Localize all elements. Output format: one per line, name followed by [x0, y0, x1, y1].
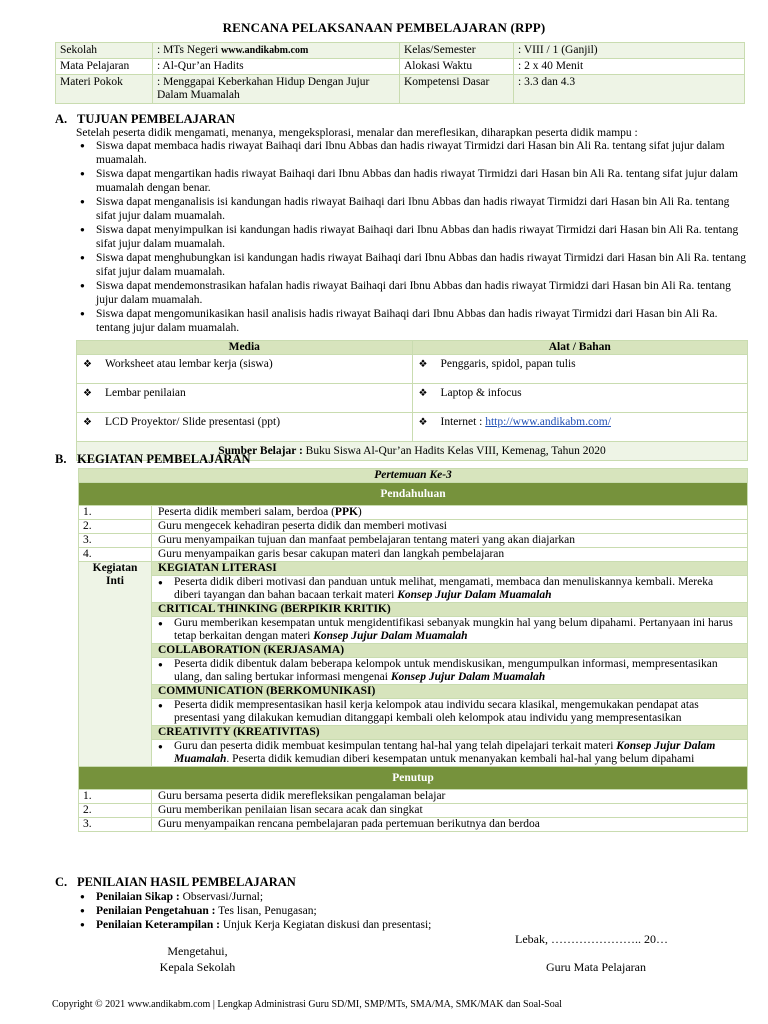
diamond-bullet-icon: ❖ — [83, 359, 92, 370]
list-item: ● Siswa dapat menganalisis isi kandungan hadis riwayat Baihaqi dari Ibnu Abbas dan hadis riwayat Tirmidzi dari Hasan bin Ali Ra. tentang sifat jujur dalam muamalah. — [76, 195, 748, 223]
step-number: 1. — [79, 790, 152, 804]
table-row — [79, 548, 748, 562]
activity-topic: Konsep Jujur Dalam Muamalah — [313, 630, 468, 642]
tools-item: Internet : — [440, 416, 486, 428]
assessment-label: Penilaian Sikap : — [96, 891, 180, 903]
identity-value: : Menggapai Keberkahan Hidup Dengan Jujur Dalam Muamalah — [153, 75, 400, 104]
identity-label: Alokasi Waktu — [400, 59, 514, 75]
diamond-bullet-icon: ❖ — [418, 417, 428, 428]
media-cell — [77, 384, 413, 413]
internet-link[interactable]: http://www.andikabm.com/ — [485, 416, 611, 428]
tools-item: Laptop & infocus — [440, 387, 522, 399]
activities-table — [78, 468, 748, 832]
pendahuluan-bar: Pendahuluan — [79, 483, 748, 506]
list-item: ● Siswa dapat membaca hadis riwayat Baihaqi dari Ibnu Abbas dan hadis riwayat Tirmidzi dari Hasan bin Ali Ra. tentang sifat jujur dalam muamalah. — [76, 139, 748, 167]
identity-value: : 3.3 dan 4.3 — [514, 75, 745, 104]
identity-label: Kelas/Semester — [400, 43, 514, 59]
activity-heading: COMMUNICATION (BERKOMUNIKASI) — [152, 685, 748, 699]
step-number: 2. — [79, 520, 152, 534]
list-item: ● Siswa dapat mendemonstrasikan hafalan hadis riwayat Baihaqi dari Ibnu Abbas dan hadis riwayat Tirmidzi dari Hasan bin Ali Ra. tentang jujur dalam muamalah. — [76, 279, 748, 307]
assessment-label: Penilaian Pengetahuan : — [96, 905, 216, 917]
table-row — [79, 506, 748, 520]
section-title: PENILAIAN HASIL PEMBELAJARAN — [77, 875, 296, 889]
activity-text — [152, 740, 748, 767]
objectives-list — [76, 139, 748, 335]
list-item: ● Siswa dapat mengartikan hadis riwayat Baihaqi dari Ibnu Abbas dan hadis riwayat Tirmidzi dari Hasan bin Ali Ra. tentang sifat jujur dalam muamalah dengan benar. — [76, 167, 748, 195]
list-item: ● Siswa dapat mengomunikasikan hasil analisis hadis riwayat Baihaqi dari Ibnu Abbas dan hadis riwayat Tirmidzi dari Hasan bin Ali Ra. tentang jujur dalam muamalah. — [76, 307, 748, 335]
step-text: Guru menyampaikan tujuan dan manfaat pembelajaran tentang materi yang akan diajarkan — [152, 534, 748, 548]
activity-text-part: . Peserta didik kemudian diberi kesempatan untuk menanyakan kembali hal-hal yang belum dipahami — [226, 753, 695, 765]
tools-header: Alat / Bahan — [412, 341, 748, 355]
activity-text: ● Peserta didik mempresentasikan hasil kerja kelompok atau individu secara klasikal, mengemukakan pendapat atas presentasi yang dilakukan kemudian ditanggapi kembali oleh kelompok atau individu yang mempresentasikan — [152, 699, 748, 726]
identity-row — [56, 43, 745, 59]
step-text: Guru menyampaikan rencana pembelajaran pada pertemuan berikutnya dan berdoa — [152, 818, 748, 832]
media-item: Lembar penilaian — [105, 387, 186, 399]
school-website: www.andikabm.com — [221, 45, 309, 56]
step-number: 2. — [79, 804, 152, 818]
tools-cell — [412, 384, 748, 413]
step-number: 1. — [79, 506, 152, 520]
step-text-bold: PPK — [334, 506, 358, 518]
table-row — [79, 520, 748, 534]
activity-text-part: Guru memberikan kesempatan untuk mengidentifikasi sebanyak mungkin hal yang belum dipahami. Pertanyaan ini harus tetap berkaitan dengan materi — [174, 617, 733, 642]
identity-label: Materi Pokok — [56, 75, 153, 104]
assessment-list — [76, 890, 748, 932]
step-number: 3. — [79, 534, 152, 548]
media-item: Worksheet atau lembar kerja (siswa) — [105, 358, 273, 370]
tools-cell — [412, 413, 748, 442]
activity-heading: COLLABORATION (KERJASAMA) — [152, 644, 748, 658]
activity-text-part: Guru dan peserta didik membuat kesimpulan tentang hal-hal yang telah dipelajari terkait materi — [174, 740, 617, 752]
section-letter: B. — [55, 452, 67, 466]
table-row — [79, 804, 748, 818]
diamond-bullet-icon: ❖ — [83, 388, 92, 399]
source-label: Sumber Belajar : — [218, 445, 303, 457]
assessment-value: Unjuk Kerja Kegiatan diskusi dan presentasi; — [219, 919, 432, 931]
table-row — [77, 413, 748, 442]
activity-text — [152, 576, 748, 603]
penutup-bar: Penutup — [79, 767, 748, 790]
tools-item: Penggaris, spidol, papan tulis — [440, 358, 576, 370]
diamond-bullet-icon: ❖ — [418, 388, 428, 399]
table-row — [79, 818, 748, 832]
document-title: RENCANA PELAKSANAAN PEMBELAJARAN (RPP) — [222, 20, 546, 35]
list-item — [76, 918, 748, 932]
media-table — [76, 340, 748, 461]
assessment-label: Penilaian Keterampilan : — [96, 919, 220, 931]
meeting-bar: Pertemuan Ke-3 — [79, 469, 748, 483]
section-letter: A. — [55, 112, 68, 126]
activity-heading: KEGIATAN LITERASI — [152, 562, 748, 576]
activity-topic: Konsep Jujur Dalam Muamalah — [390, 671, 546, 683]
school-value: : MTs Negeri — [157, 44, 222, 56]
section-a-heading — [55, 112, 235, 127]
footer-copyright: Copyright © 2021 www.andikabm.com | Lengkap Administrasi Guru SD/MI, SMP/MTs, SMA/MA, SMK/MAK dan Soal-Soal — [52, 999, 562, 1010]
identity-label: Sekolah — [56, 43, 153, 59]
step-text: Guru menyampaikan garis besar cakupan materi dan langkah pembelajaran — [152, 548, 748, 562]
media-cell — [77, 355, 413, 384]
diamond-bullet-icon: ❖ — [418, 359, 428, 370]
step-text: Guru bersama peserta didik merefleksikan pengalaman belajar — [152, 790, 748, 804]
step-text-part: ) — [357, 506, 362, 518]
objectives-intro: Setelah peserta didik mengamati, menanya, mengeksplorasi, menalar dan mereflesikan, diharapkan peserta didik mampu : — [76, 127, 638, 139]
step-text — [152, 506, 748, 520]
activity-text — [152, 617, 748, 644]
identity-value: : Al-Qur’an Hadits — [153, 59, 400, 75]
step-number: 3. — [79, 818, 152, 832]
list-item — [76, 890, 748, 904]
step-number: 4. — [79, 548, 152, 562]
identity-label: Kompetensi Dasar — [400, 75, 514, 104]
activity-text-part: Peserta didik dibentuk dalam beberapa kelompok untuk mendiskusikan, mengumpulkan informasi, mempresentasikan ulang, dan saling bertukar informasi mengenai — [174, 658, 718, 683]
source-text: Buku Siswa Al-Qur’an Hadits Kelas VIII, Kemenag, Tahun 2020 — [302, 445, 606, 457]
identity-label: Mata Pelajaran — [56, 59, 153, 75]
activity-heading: CREATIVITY (KREATIVITAS) — [152, 726, 748, 740]
identity-row — [56, 75, 745, 104]
activity-text — [152, 658, 748, 685]
identity-value: : 2 x 40 Menit — [514, 59, 745, 75]
table-row — [79, 790, 748, 804]
signature-acknowledge: Mengetahui, — [167, 944, 228, 958]
table-row — [77, 355, 748, 384]
assessment-value: Tes lisan, Penugasan; — [215, 905, 317, 917]
step-text: Guru mengecek kehadiran peserta didik dan memberi motivasi — [152, 520, 748, 534]
media-header: Media — [77, 341, 413, 355]
step-text-part: Peserta didik memberi salam, berdoa ( — [158, 506, 335, 518]
principal-signature — [150, 943, 245, 975]
list-item: ● Siswa dapat menghubungkan isi kandungan hadis riwayat Baihaqi dari Ibnu Abbas dan hadis riwayat Tirmidzi dari Hasan bin Ali Ra. tentang sifat jujur dalam muamalah. — [76, 251, 748, 279]
diamond-bullet-icon: ❖ — [83, 417, 92, 428]
identity-value: : VIII / 1 (Ganjil) — [514, 43, 745, 59]
activity-topic: Konsep Jujur Dalam Muamalah — [174, 740, 716, 765]
activity-text-part: Peserta didik diberi motivasi dan panduan untuk melihat, mengamati, membaca dan menuliskannya kembali. Mereka diberi tayangan dan bahan bacaan terkait materi — [174, 576, 714, 601]
signature-role: Kepala Sekolah — [159, 960, 236, 974]
assessment-value: Observasi/Jurnal; — [179, 891, 264, 903]
teacher-signature: Guru Mata Pelajaran — [546, 960, 646, 974]
kegiatan-inti-label: Kegiatan Inti — [79, 562, 152, 767]
activity-topic: Konsep Jujur Dalam Muamalah — [397, 589, 552, 601]
identity-value — [153, 43, 400, 59]
activity-heading: CRITICAL THINKING (BERPIKIR KRITIK) — [152, 603, 748, 617]
identity-table — [55, 42, 745, 104]
list-item — [76, 904, 748, 918]
section-letter: C. — [55, 875, 68, 889]
section-title: TUJUAN PEMBELAJARAN — [77, 112, 235, 126]
list-item: ● Siswa dapat menyimpulkan isi kandungan hadis riwayat Baihaqi dari Ibnu Abbas dan hadis riwayat Tirmidzi dari Hasan bin Ali Ra. tentang sifat jujur dalam muamalah. — [76, 223, 748, 251]
step-text: Guru memberikan penilaian lisan secara acak dan singkat — [152, 804, 748, 818]
media-cell — [77, 413, 413, 442]
section-c-heading — [55, 875, 296, 890]
identity-row — [56, 59, 745, 75]
tools-cell — [412, 355, 748, 384]
section-title: KEGIATAN PEMBELAJARAN — [77, 452, 251, 466]
table-row — [79, 534, 748, 548]
table-row — [77, 384, 748, 413]
media-item: LCD Proyektor/ Slide presentasi (ppt) — [105, 416, 281, 428]
place-date: Lebak, ………………….. 20… — [515, 932, 668, 946]
section-b-heading — [55, 452, 251, 467]
